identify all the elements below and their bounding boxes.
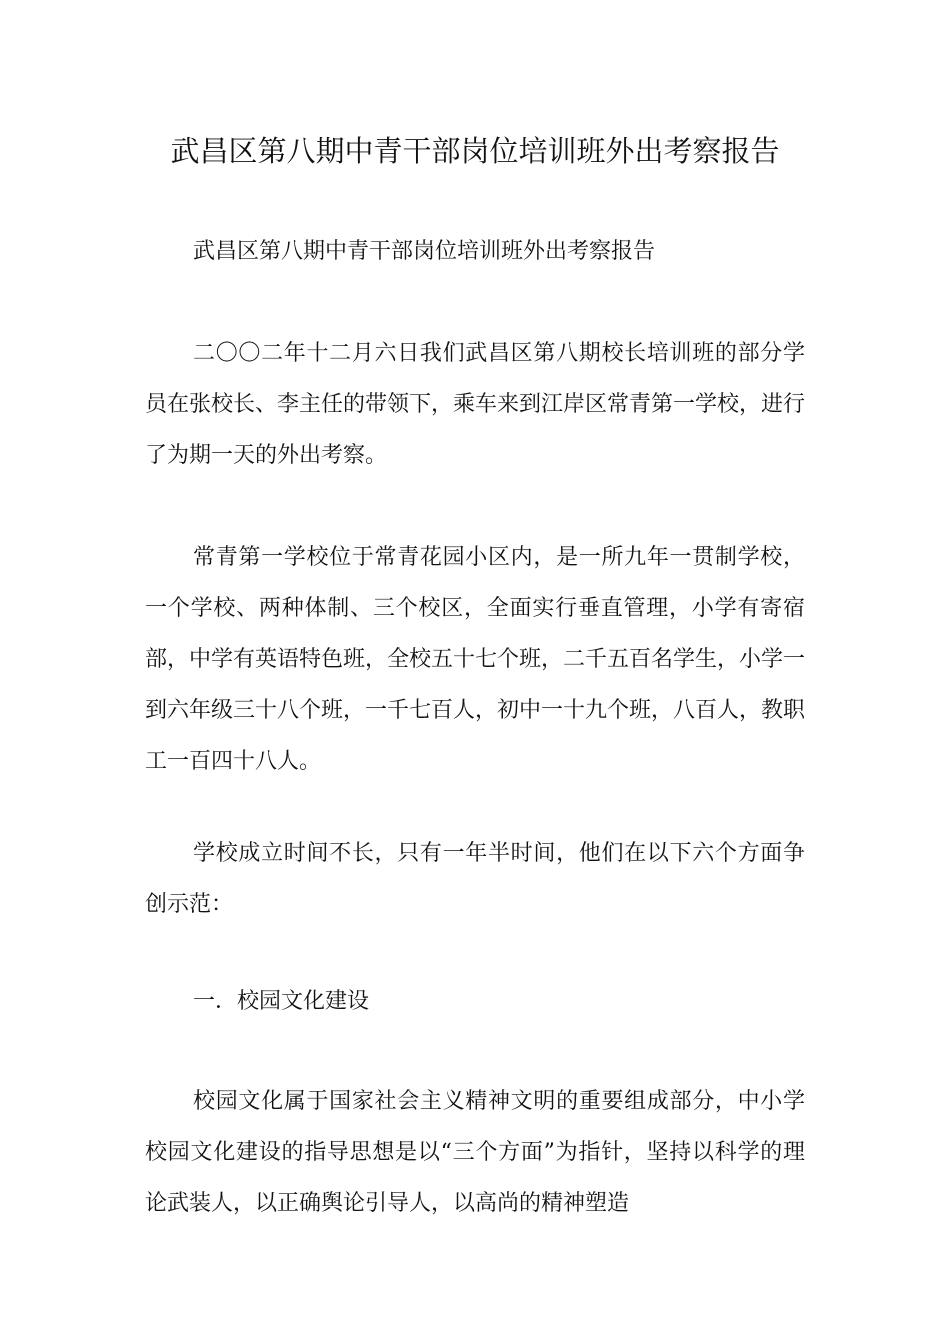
paragraph-visit-intro: 二〇〇二年十二月六日我们武昌区第八期校长培训班的部分学员在张校长、李主任的带领下，乘车来到江岸区常青第一学校，进行了为期一天的外出考察。 [145, 341, 806, 468]
subtitle-paragraph: 武昌区第八期中青干部岗位培训班外出考察报告 [193, 239, 656, 264]
paragraph-six-aspects: 学校成立时间不长，只有一年半时间，他们在以下六个方面争创示范： [145, 841, 805, 917]
section-heading-campus-culture: 一．校园文化建设 [193, 989, 370, 1014]
paragraph-campus-culture: 校园文化属于国家社会主义精神文明的重要组成部分，中小学校园文化建设的指导思想是以“三个方面”为指针，坚持以科学的理论武装人，以正确舆论引导人，以高尚的精神塑造 [145, 1089, 805, 1216]
paragraph-school-profile: 常青第一学校位于常青花园小区内，是一所九年一贯制学校，一个学校、两种体制、三个校区，全面实行垂直管理，小学有寄宿部，中学有英语特色班，全校五十七个班，二千五百名学生，小学一到六年级三十八个班，一千七百人，初中一十九个班，八百人，教职工一百四十八人。 [145, 545, 806, 774]
document-title: 武昌区第八期中青干部岗位培训班外出考察报告 [170, 134, 780, 168]
